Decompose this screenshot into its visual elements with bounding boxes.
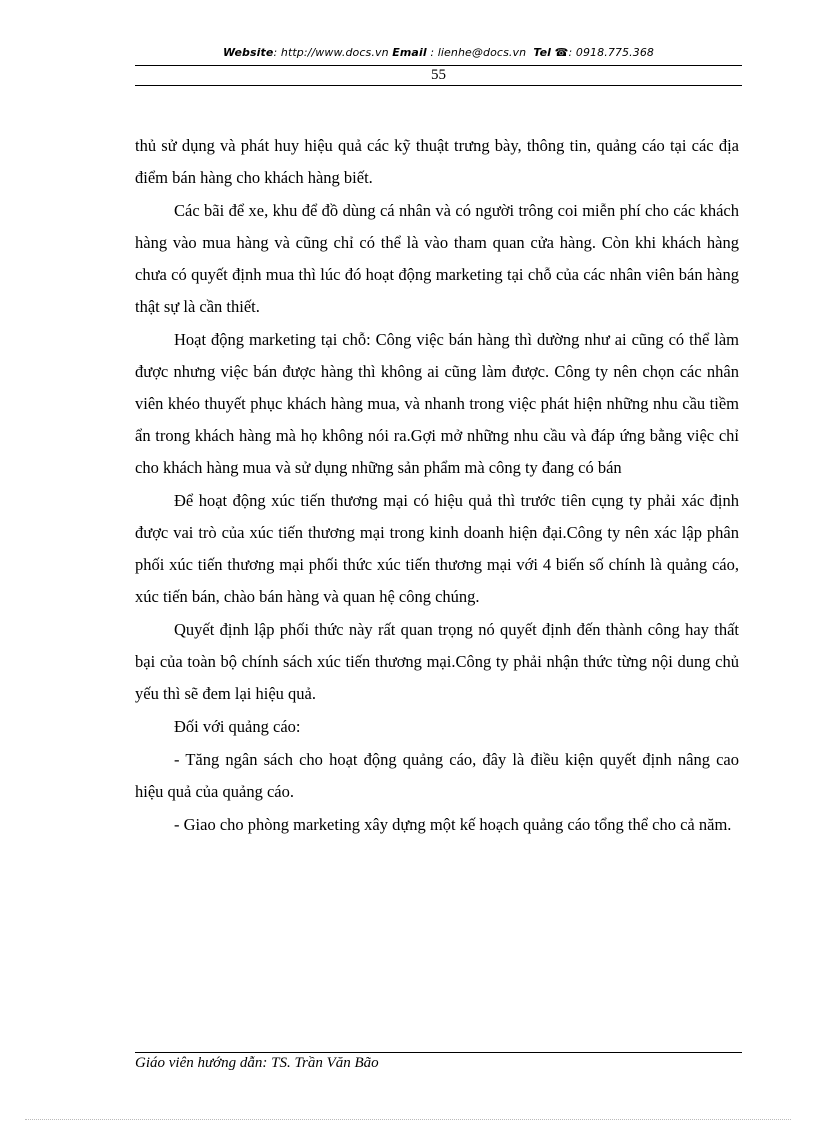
page-header <box>135 46 742 59</box>
list-item: - Tăng ngân sách cho hoạt động quảng cáo, đây là điều kiện quyết định nâng cao hiệu quả của quảng cáo. <box>135 750 739 801</box>
website-label: Website <box>222 46 274 59</box>
header-rule-top <box>135 65 742 66</box>
website-value: : http://www.docs.vn <box>273 46 389 59</box>
page-footer: Giáo viên hướng dẫn: TS. Trần Văn Bão <box>135 1055 379 1071</box>
body-text <box>135 130 739 842</box>
paragraph: Để hoạt động xúc tiến thương mại có hiệu quả thì trước tiên cụng ty phải xác định được vai trò của xúc tiến thương mại trong kinh doanh hiện đại.Công ty nên xác lập phân phối xúc tiến thương mại phối thức xúc tiến thương mại với 4 biến số chính là quảng cáo, xúc tiến bán, chào bán hàng và quan hệ công chúng. <box>135 491 739 606</box>
phone-icon: ☎ <box>554 46 569 59</box>
paragraph: Các bãi để xe, khu để đồ dùng cá nhân và có người trông coi miễn phí cho các khách hàng vào mua hàng và cũng chỉ có thể là vào tham quan cửa hàng. Còn khi khách hàng chưa có quyết định mua thì lúc đó hoạt động marketing tại chỗ của các nhân viên bán hàng thật sự là cần thiết. <box>135 201 739 316</box>
paragraph: Quyết định lập phối thức này rất quan trọng nó quyết định đến thành công hay thất bại của toàn bộ chính sách xúc tiến thương mại.Công ty phải nhận thức từng nội dung chủ yếu thì sẽ đem lại hiệu quả. <box>135 620 739 703</box>
paragraph: Đối với quảng cáo: <box>174 717 301 736</box>
list-item: - Giao cho phòng marketing xây dựng một kế hoạch quảng cáo tổng thể cho cả năm. <box>174 815 732 834</box>
tel-label: Tel <box>533 46 552 59</box>
paragraph: Hoạt động marketing tại chỗ: Công việc bán hàng thì dường như ai cũng có thể làm được nhưng việc bán được hàng thì không ai cũng làm được. Công ty nên chọn các nhân viên khéo thuyết phục khách hàng mua, và nhanh trong việc phát hiện những nhu cầu tiềm ẩn trong khách hàng mà họ không nói ra.Gợi mở những nhu cầu và đáp ứng bằng việc chỉ cho khách hàng mua và sử dụng những sản phẩm mà công ty đang có bán <box>135 330 739 477</box>
page-bottom-divider <box>25 1119 791 1120</box>
tel-value: : 0918.775.368 <box>568 46 655 59</box>
footer-rule <box>135 1052 742 1053</box>
header-rule-bottom <box>135 85 742 86</box>
email-value: : lienhe@docs.vn <box>430 46 527 59</box>
paragraph: thủ sử dụng và phát huy hiệu quả các kỹ thuật trưng bày, thông tin, quảng cáo tại các địa điểm bán hàng cho khách hàng biết. <box>135 136 739 187</box>
email-label: Email <box>392 46 427 59</box>
page-number: 55 <box>431 67 446 83</box>
